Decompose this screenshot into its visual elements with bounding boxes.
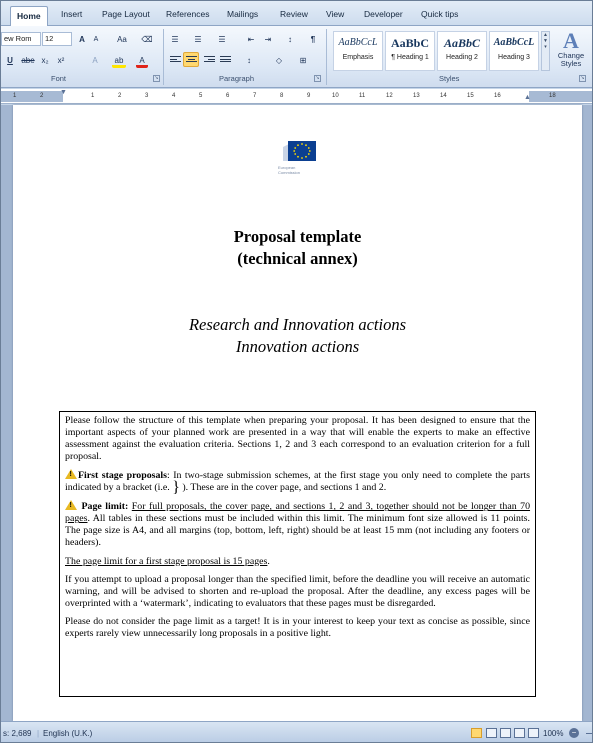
full-screen-view-icon[interactable] [486, 728, 497, 738]
borders-button[interactable]: ⊞ [299, 56, 307, 65]
multilevel-list-button[interactable]: ☰ [218, 35, 226, 44]
font-size-combo[interactable]: 12 [42, 32, 72, 46]
ruler-number: 12 [386, 93, 393, 99]
language-indicator[interactable]: English (U.K.) [43, 729, 93, 738]
style-name: Heading 2 [446, 54, 478, 61]
warning-icon [65, 500, 77, 510]
ruler-number: 10 [332, 93, 339, 99]
page-limit-text: . All tables in these sections must be included within this limit. The minimum font size allowed is 11 points. The page size is A4, and all margins (top, bottom, left, right) should be at least 15 mm (not including any footers or headers). [65, 513, 530, 549]
style-name: ¶ Heading 1 [391, 54, 429, 61]
first-stage-limit-end: . [267, 555, 270, 567]
ruler-number: 2 [40, 93, 44, 99]
styles-group-label: Styles [439, 74, 460, 83]
style-name: Emphasis [342, 54, 374, 61]
status-bar [1, 721, 593, 743]
style-sample: AaBbCcL [338, 37, 378, 48]
ruler-right-margin [529, 91, 593, 102]
superscript-button[interactable]: x² [57, 56, 65, 65]
ruler-number: 14 [440, 93, 447, 99]
right-indent-marker-icon[interactable]: ▲ [524, 94, 531, 101]
document-title-line-2: (technical annex) [237, 249, 358, 268]
ruler-number: 3 [145, 93, 149, 99]
concise-paragraph: Please do not consider the page limit as a target! It is in your interest to keep your text as concise as possible, since experts rarely view unnecessarily long proposals in a positive light. [65, 616, 530, 640]
first-stage-limit-paragraph [65, 556, 530, 568]
font-group-label: Font [51, 74, 67, 83]
line-spacing-button[interactable]: ↕ [247, 56, 251, 65]
first-stage-paragraph [65, 469, 530, 497]
font-color-button[interactable]: A [136, 53, 148, 68]
tab-mailings[interactable]: Mailings [227, 9, 259, 19]
ruler-number: 9 [307, 93, 311, 99]
style-sample: AaBbCcL [493, 37, 535, 48]
ruler-number: 18 [549, 93, 556, 99]
document-subtitle-line-2: Innovation actions [235, 337, 360, 356]
tab-page-layout[interactable]: Page Layout [102, 9, 150, 19]
ruler-left-margin [1, 91, 63, 102]
tab-quick-tips[interactable]: Quick tips [421, 9, 459, 19]
style-name: Heading 3 [498, 54, 530, 61]
font-name-combo[interactable]: ew Rom [1, 32, 41, 46]
outline-view-icon[interactable] [514, 728, 525, 738]
ruler-number: 11 [359, 93, 366, 99]
warning-icon [65, 469, 77, 479]
zoom-level[interactable]: 100% [543, 729, 564, 738]
shrink-font-button[interactable]: A [93, 36, 99, 43]
ruler-number: 16 [494, 93, 501, 99]
change-styles-label-2: Styles [560, 59, 582, 68]
ruler-number: 4 [172, 93, 176, 99]
ribbon [1, 26, 593, 88]
draft-view-icon[interactable] [528, 728, 539, 738]
align-center-icon [186, 56, 197, 65]
change-styles-icon: A [563, 28, 579, 53]
ruler-number: 15 [467, 93, 474, 99]
group-separator [163, 29, 164, 85]
subscript-button[interactable]: x₂ [41, 56, 49, 65]
group-separator [326, 29, 327, 85]
ruler-number: 7 [253, 93, 257, 99]
style-sample: AaBbC [390, 36, 429, 50]
align-right-icon[interactable] [204, 56, 215, 65]
document-page[interactable] [13, 105, 582, 721]
page-limit-heading: Page limit: [81, 501, 129, 513]
ruler-number: 8 [280, 93, 284, 99]
numbering-button[interactable]: ☰ [194, 35, 202, 44]
change-styles-button[interactable] [553, 30, 589, 68]
first-stage-limit-text: The page limit for a first stage proposal is 15 pages [65, 555, 268, 567]
first-stage-heading: First stage proposals [78, 470, 168, 482]
upload-paragraph: If you attempt to upload a proposal longer than the specified limit, before the deadline you will receive an automatic warning, and will be advised to shorten and re-upload the proposal. After the deadline, any excess pages will be overprinted with a ‘watermark’, indicating to evaluators that these pages must be disregarded. [65, 573, 530, 609]
logo-caption: European Commission [278, 165, 301, 175]
indent-marker-icon[interactable]: ▼ [60, 89, 67, 96]
style-emphasis[interactable] [333, 31, 383, 71]
page-limit-underlined: For full proposals, the cover page, and sections 1, 2 and 3, together should not be longer than 70 pages [65, 501, 531, 525]
underline-button[interactable]: U [7, 56, 13, 65]
status-separator: | [37, 729, 40, 738]
bullets-button[interactable]: ☰ [171, 35, 179, 44]
instructions-paragraph: Please follow the structure of this template when preparing your proposal. It has been designed to ensure that the important aspects of your planned work are presented in a way that will enable the experts to make an effective assessment against the evaluation criteria. Sections 1, 2 and 3 each correspond to an evaluation criterion for a full proposal. [65, 415, 530, 462]
ruler-number: 6 [226, 93, 230, 99]
paragraph-dialog-launcher[interactable]: ↘ [315, 75, 320, 81]
zoom-slider[interactable] [586, 733, 593, 734]
horizontal-ruler[interactable] [1, 89, 593, 104]
highlight-button[interactable]: ab [112, 53, 126, 68]
align-left-icon[interactable] [170, 56, 181, 65]
tab-home[interactable]: Home [10, 6, 48, 27]
styles-dialog-launcher[interactable]: ↘ [580, 75, 585, 81]
change-styles-label-1: Change [557, 51, 585, 60]
center-align-button[interactable] [183, 52, 199, 67]
style-heading-3[interactable] [489, 31, 539, 71]
justify-icon[interactable] [220, 56, 231, 65]
increase-indent-button[interactable]: ⇥ [264, 35, 272, 44]
tab-review[interactable]: Review [280, 9, 308, 19]
decrease-indent-button[interactable]: ⇤ [247, 35, 255, 44]
print-layout-view-icon[interactable] [471, 728, 482, 738]
text-effects-button[interactable]: A [92, 56, 98, 65]
web-layout-view-icon[interactable] [500, 728, 511, 738]
tab-view[interactable]: View [326, 9, 345, 19]
style-heading-1[interactable] [385, 31, 435, 71]
tab-insert[interactable]: Insert [61, 9, 83, 19]
ribbon-tab-bar [1, 1, 593, 26]
show-formatting-button[interactable]: ¶ [310, 35, 316, 44]
document-area [1, 105, 593, 721]
styles-gallery-scroll[interactable]: ▲ ▼ ▾ [541, 31, 550, 71]
ruler-number: 2 [118, 93, 122, 99]
style-heading-2[interactable] [437, 31, 487, 71]
document-title-line-1: Proposal template [233, 227, 362, 246]
ruler-number: 5 [199, 93, 203, 99]
change-case-button[interactable]: Aa [117, 35, 127, 44]
instructions-box [59, 411, 536, 697]
zoom-out-icon[interactable]: − [569, 728, 579, 738]
clear-formatting-button[interactable]: ⌫ [141, 35, 153, 44]
first-stage-text: : In two-stage submission schemes, at the first stage you only need to complete the parts indicated by a bracket (i.e. [65, 470, 530, 494]
page-limit-paragraph [65, 500, 530, 549]
word-count[interactable]: s: 2,689 [3, 729, 32, 738]
shading-button[interactable]: ◇ [275, 56, 283, 65]
style-sample: AaBbC [443, 36, 480, 50]
font-dialog-launcher[interactable]: ↘ [154, 75, 159, 81]
tab-developer[interactable]: Developer [364, 9, 403, 19]
first-stage-end: ). These are in the cover page, and sections 1 and 2. [182, 482, 387, 494]
document-subtitle-line-1: Research and Innovation actions [188, 315, 407, 334]
bracket-glyph: } [172, 479, 180, 497]
grow-font-button[interactable]: A [79, 35, 85, 44]
strikethrough-button[interactable]: abe [21, 56, 35, 65]
ruler-number: 1 [13, 93, 17, 99]
tab-references[interactable]: References [166, 9, 210, 19]
ruler-number: 13 [413, 93, 420, 99]
sort-button[interactable]: ↕ [288, 35, 292, 44]
ruler-number: 1 [91, 93, 95, 99]
paragraph-group-label: Paragraph [219, 74, 255, 83]
